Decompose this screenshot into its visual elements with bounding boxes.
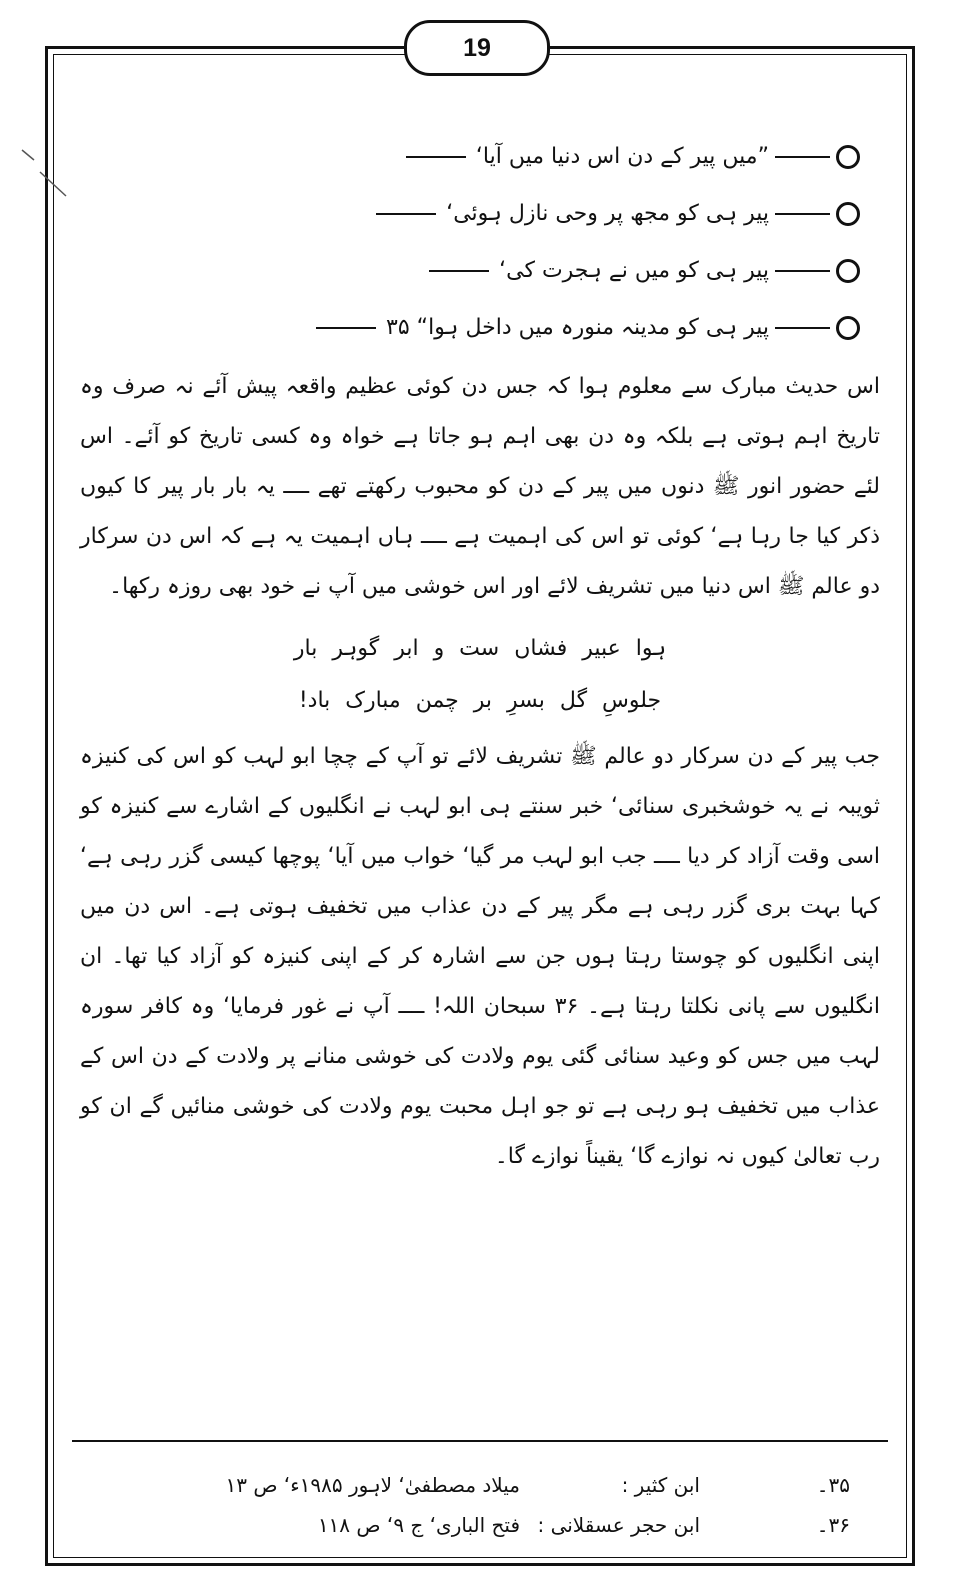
footnote-number: ۳۵۔	[816, 1473, 850, 1497]
circle-bullet-icon	[836, 259, 860, 283]
footnote-number: ۳۶۔	[816, 1513, 850, 1537]
paragraph-2: جب پیر کے دن سرکار دو عالم ﷺ تشریف لائے تو آپ کے چچا ابو لہب کو اس کی کنیزہ ثویبہ نے یہ خوشخبری سنائی‘ خبر سنتے ہی ابو لہب نے انگلیوں کے اشارے سے کنیزہ کو اسی وقت آزاد کر دیا ــــ جب ابو لہب مر گیا‘ خواب میں آیا‘ پوچھا کیسی گزر رہی ہے‘ کہا بہت بری گزر رہی ہے مگر پیر کے دن عذاب میں تخفیف ہوتی ہے۔ اس دن میں اپنی انگلیوں کو چوستا رہتا ہوں جن سے اشارہ کر کے اپنی کنیزہ کو آزاد کیا تھا۔ ان انگلیوں سے پانی نکلتا رہتا ہے۔ ۳۶ سبحان اللہ! ــــ آپ نے غور فرمایا‘ وہ کافر سورہ لہب میں جس کو وعید سنائی گئی یوم ولادت کی خوشی منانے پر ولادت کے دن اس کے عذاب میں تخفیف ہو رہی ہے تو جو اہل محبت یوم ولادت کی خوشی منائیں گے ان کو رب تعالیٰ کیوں نہ نوازے گا‘ یقیناً نوازے گا۔	[80, 744, 880, 1169]
bullet-list	[70, 128, 890, 356]
page-number-box	[404, 20, 550, 76]
circle-bullet-icon	[836, 202, 860, 226]
dash-rule	[775, 270, 830, 272]
bullet-text: ”میں پیر کے دن اس دنیا میں آیا‘	[475, 144, 769, 169]
bullet-text: پیر ہی کو مدینہ منورہ میں داخل ہوا“ ۳۵	[386, 315, 769, 340]
verse-line-1: ہوا عبیر فشاں ست و ابر گوہر بار	[293, 636, 667, 661]
verse-line-2: جلوسِ گل بسرِ بر چمن مبارک باد!	[298, 688, 662, 713]
page-body	[70, 128, 890, 1182]
dash-rule	[775, 156, 830, 158]
bullet-item	[70, 185, 860, 242]
footnote-reference: فتح الباری‘ ج ۹‘ ص ۱۱۸	[317, 1513, 520, 1537]
footnote-divider	[72, 1440, 888, 1442]
bullet-item	[70, 242, 860, 299]
footnote-row	[110, 1465, 850, 1505]
bullet-item	[70, 128, 860, 185]
dash-rule	[406, 156, 466, 158]
dash-rule	[775, 213, 830, 215]
footnote-reference: میلاد مصطفیٰ‘ لاہور ۱۹۸۵ء‘ ص ۱۳	[225, 1473, 520, 1497]
bullet-item	[70, 299, 860, 356]
footnotes	[110, 1465, 850, 1545]
dash-rule	[429, 270, 489, 272]
bullet-text: پیر ہی کو مجھ پر وحی نازل ہوئی‘	[446, 201, 769, 226]
footnote-row	[110, 1505, 850, 1545]
footnote-author: ابن حجر عسقلانی :	[537, 1513, 700, 1537]
dash-rule	[775, 327, 830, 329]
page-number: 19	[463, 33, 491, 62]
paragraph-1: اس حدیث مبارک سے معلوم ہوا کہ جس دن کوئی عظیم واقعہ پیش آئے نہ صرف وہ تاریخ اہم ہوتی ہے بلکہ وہ دن بھی اہم ہو جاتا ہے خواہ وہ کسی تاریخ کو آئے۔ اس لئے حضور انور ﷺ دنوں میں پیر کے دن کو محبوب رکھتے تھے ــــ یہ بار بار پیر کا کیوں ذکر کیا جا رہا ہے‘ کوئی تو اس کی اہمیت ہے ــــ ہاں اہمیت یہ ہے کہ اس دن سرکار دو عالم ﷺ اس دنیا میں تشریف لائے اور اس خوشی میں آپ نے خود بھی روزہ رکھا۔	[80, 374, 880, 599]
dash-rule	[316, 327, 376, 329]
margin-mark	[20, 148, 70, 198]
circle-bullet-icon	[836, 316, 860, 340]
circle-bullet-icon	[836, 145, 860, 169]
bullet-text: پیر ہی کو میں نے ہجرت کی‘	[499, 258, 769, 283]
footnote-author: ابن کثیر :	[621, 1473, 700, 1497]
dash-rule	[376, 213, 436, 215]
